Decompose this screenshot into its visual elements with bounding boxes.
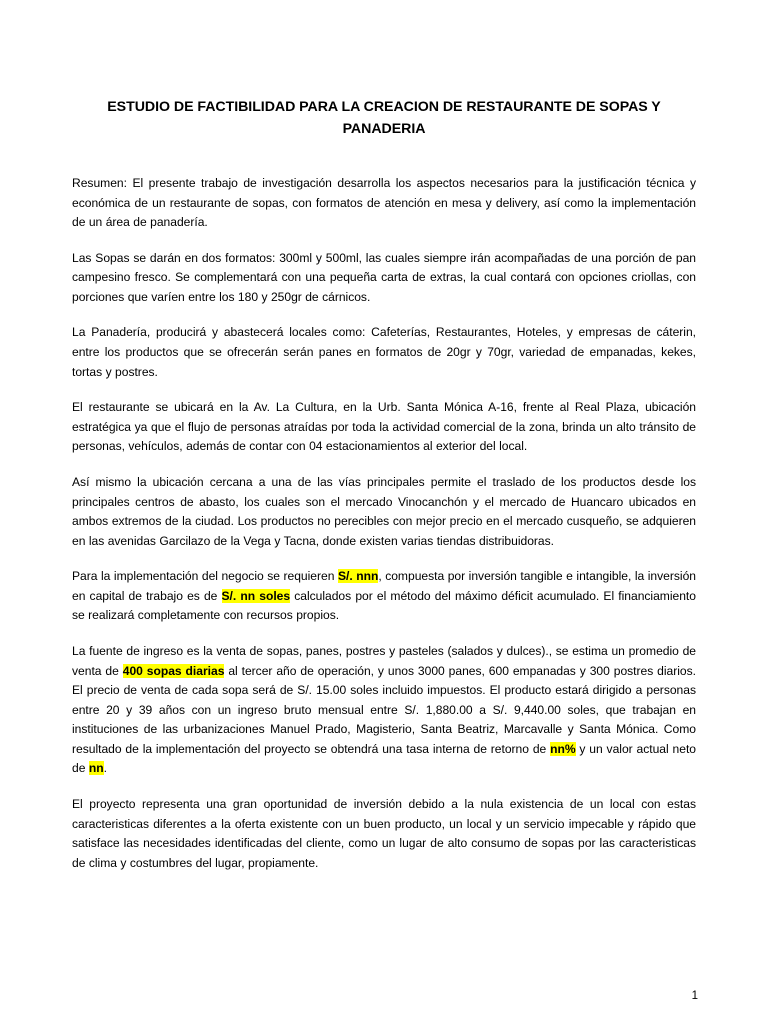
paragraph-sopas: Las Sopas se darán en dos formatos: 300ml y 500ml, las cuales siempre irán acompañadas de una porción de pan campesino fresco. Se complementará con una pequeña carta de extras, la cual contará con opciones criollas, con porciones que varíen entre los 180 y 250gr de cárnicos. <box>72 250 696 304</box>
paragraph-inversion <box>72 567 696 626</box>
paragraph-vias-principales: Así mismo la ubicación cercana a una de las vías principales permite el traslado de los productos desde los principales centros de abasto, los cuales son el mercado Vinocanchón y el mercado de Huancaro ubicados en ambos extremos de la ciudad. Los productos no perecibles con mejor precio en el mercado cusqueño, se adquieren en las avenidas Garcilazo de la Vega y Tacna, donde existen varias tiendas distribuidoras. <box>72 474 696 548</box>
inversion-text-1: Para la implementación del negocio se requieren <box>72 569 338 584</box>
highlight-sopas-diarias: 400 sopas diarias <box>122 663 225 678</box>
page-number: 1 <box>691 989 698 1002</box>
inversion-text-2: , compuesta por inversión tangible e intangible, la inversión en capital de trabajo es de <box>72 569 696 603</box>
document-body <box>72 96 696 873</box>
ingresos-text-2: al tercer año de operación, y unos 3000 panes, 600 empanadas y 300 postres diarios. El precio de venta de cada sopa será de S/. 15.00 soles incluido impuestos. El producto estará dirigido a personas entre 20 y 39 años con un ingreso bruto mensual entre S/. 1,880.00 a S/. 9,440.00 soles, que trabajan en instituciones de las urbanizaciones Manuel Prado, Magisterio, Santa Beatriz, Marcavalle y Santa Mónica. Como resultado de la implementación del proyecto se obtendrá una tasa interna de retorno de <box>72 663 697 756</box>
paragraph-resumen: Resumen: El presente trabajo de investigación desarrolla los aspectos necesarios para la justificación técnica y económica de un restaurante de sopas, con formatos de atención en mesa y delivery, así como la implementación de un área de panadería. <box>72 176 696 230</box>
paragraph-oportunidad: El proyecto representa una gran oportunidad de inversión debido a la nula existencia de un local con estas caracteristicas diferentes a la oferta existente con un buen producto, un local y un servicio impecable y rápido que satisface las necesidades identificadas del cliente, como un lugar de alto consumo de sopas por las caracteristicas de clima y costumbres del lugar, propiamente. <box>72 797 696 870</box>
inversion-text-3: calculados por el método del máximo déficit acumulado. El financiamiento se realizará completamente con recursos propios. <box>72 588 696 623</box>
ingresos-text-3: y un valor actual neto de <box>72 741 696 776</box>
paragraph-ubicacion: El restaurante se ubicará en la Av. La Cultura, en la Urb. Santa Mónica A-16, frente al Real Plaza, ubicación estratégica ya que el flujo de personas atraídas por toda la actividad comercial de la zona, brinda un alto tránsito de personas, vehículos, además de contar con 04 estacionamientos al exterior del local. <box>72 400 696 454</box>
highlight-tir: nn% <box>550 741 576 756</box>
paragraph-panaderia: La Panadería, producirá y abastecerá locales como: Cafeterías, Restaurantes, Hoteles, y empresas de cáterin, entre los productos que se ofrecerán serán panes en formatos de 20gr y 70gr, variedad de empanadas, kekes, tortas y postres. <box>72 325 696 379</box>
ingresos-text-1: La fuente de ingreso es la venta de sopas, panes, postres y pasteles (salados y dulces)., se estima un promedio de venta de <box>72 643 696 678</box>
paragraph-ingresos <box>72 642 696 779</box>
highlight-inversion-total: S/. nnn <box>337 569 379 584</box>
page-title: ESTUDIO DE FACTIBILIDAD PARA LA CREACION DE RESTAURANTE DE SOPAS Y PANADERIA <box>107 99 661 137</box>
highlight-capital-trabajo: S/. nn soles <box>221 588 291 603</box>
ingresos-text-4: . <box>103 761 107 776</box>
highlight-van: nn <box>88 761 104 776</box>
